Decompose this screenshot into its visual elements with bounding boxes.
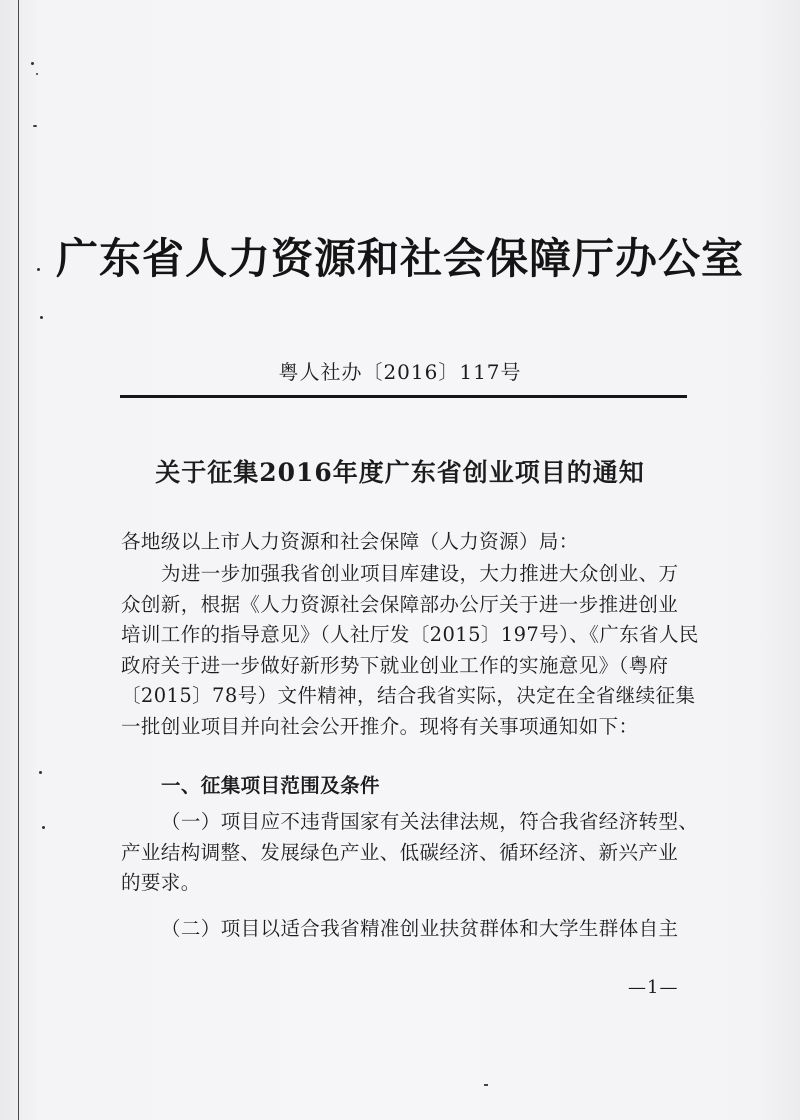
section-1-heading: 一、征集项目范围及条件 xyxy=(161,774,380,797)
item-2 xyxy=(121,914,691,945)
page-number: —1— xyxy=(628,977,679,998)
paragraph-1 xyxy=(121,559,699,742)
salutation: 各地级以上市人力资源和社会保障（人力资源）局： xyxy=(121,530,579,553)
paragraph-line: 培训工作的指导意见》（人社厅发〔2015〕197号）、《广东省人民 xyxy=(121,623,699,646)
item-line: （二）项目以适合我省精准创业扶贫群体和大学生群体自主 xyxy=(161,917,679,940)
header-divider xyxy=(120,395,687,398)
scan-speck xyxy=(36,73,38,75)
scan-speck xyxy=(33,125,37,127)
scan-speck xyxy=(31,62,34,65)
document-number: 粤人社办〔2016〕117号 xyxy=(278,360,522,384)
item-line: 产业结构调整、发展绿色产业、低碳经济、循环经济、新兴产业 xyxy=(121,840,679,864)
paragraph-line: 为进一步加强我省创业项目库建设，大力推进大众创业、万 xyxy=(161,562,679,585)
item-line: （一）项目应不违背国家有关法律法规，符合我省经济转型、 xyxy=(161,810,699,833)
item-1 xyxy=(121,807,699,899)
scan-speck xyxy=(484,1084,488,1086)
paragraph-line: 〔2015〕78号）文件精神，结合我省实际，决定在全省继续征集 xyxy=(121,684,696,707)
issuing-office-heading: 广东省人力资源和社会保障厅办公室 xyxy=(55,234,744,283)
paragraph-line: 一批创业项目并向社会公开推介。现将有关事项通知如下： xyxy=(121,714,639,738)
paragraph-line: 政府关于进一步做好新形势下就业创业工作的实施意见》（粤府 xyxy=(121,653,669,677)
binding-edge-line xyxy=(18,0,19,1120)
scan-speck xyxy=(39,771,42,774)
paragraph-line: 众创新，根据《人力资源社会保障部办公厅关于进一步推进创业 xyxy=(121,592,679,616)
scan-speck xyxy=(42,826,45,829)
item-line: 的要求。 xyxy=(121,871,201,894)
notice-title: 关于征集2016年度广东省创业项目的通知 xyxy=(155,458,645,487)
scan-speck xyxy=(40,316,43,319)
